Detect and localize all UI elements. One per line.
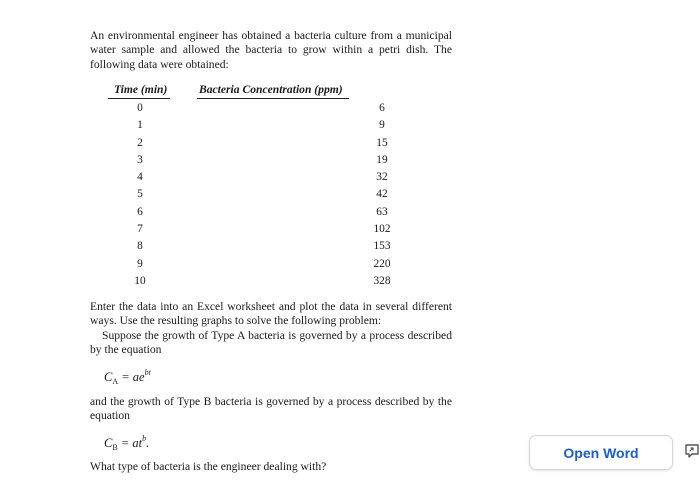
table-row	[108, 186, 388, 203]
time-cell: 5	[137, 188, 143, 201]
data-table-body	[108, 100, 391, 290]
table-row	[108, 273, 391, 290]
table-row	[108, 117, 385, 134]
concentration-cell: 15	[376, 136, 388, 149]
time-cell: 8	[137, 240, 143, 253]
time-cell: 3	[137, 153, 143, 166]
table-row	[108, 152, 388, 169]
concentration-cell: 63	[376, 205, 388, 218]
time-cell: 7	[137, 223, 143, 236]
table-row	[108, 204, 388, 221]
instructions-text: Enter the data into an Excel worksheet and plot the data in several different ways. Use the resulting graphs to solve the following problem:	[90, 300, 452, 328]
concentration-cell: 102	[373, 223, 391, 236]
table-row	[108, 238, 391, 255]
concentration-cell: 19	[376, 153, 388, 166]
concentration-cell: 6	[379, 102, 385, 114]
concentration-header-rule	[197, 98, 349, 99]
open-word-button[interactable]: Open Word	[529, 435, 673, 470]
time-header-rule	[108, 98, 170, 99]
table-row	[108, 135, 388, 152]
intro-paragraph: An environmental engineer has obtained a bacteria culture from a municipal water sample and allowed the bacteria to grow within a petri dish. The following data were obtained:	[90, 29, 452, 71]
concentration-cell: 9	[379, 119, 385, 132]
time-cell: 2	[137, 136, 143, 149]
concentration-cell: 153	[373, 240, 391, 253]
time-cell: 9	[137, 257, 143, 270]
time-cell: 10	[134, 274, 146, 287]
concentration-cell: 220	[373, 257, 391, 270]
concentration-cell: 32	[376, 171, 388, 184]
question-text: What type of bacteria is the engineer dealing with?	[90, 460, 327, 473]
table-row	[108, 221, 391, 238]
concentration-cell: 42	[376, 188, 388, 201]
equation-type-b: $C_B = at^b$.	[104, 434, 150, 452]
time-cell: 1	[137, 119, 143, 132]
table-row	[108, 100, 385, 117]
concentration-cell: 328	[373, 274, 391, 287]
type-b-paragraph: and the growth of Type B bacteria is governed by a process described by the equation	[90, 395, 452, 423]
data-table-header	[108, 80, 356, 98]
equation-type-a: $C_A = ae^{bt}$	[104, 368, 151, 386]
table-row	[108, 256, 391, 273]
time-column-header: Time (min)	[114, 83, 168, 96]
feedback-icon[interactable]	[683, 442, 700, 460]
concentration-column-header: Bacteria Concentration (ppm)	[199, 83, 343, 96]
table-row	[108, 169, 388, 186]
time-cell: 0	[137, 102, 143, 114]
suppose-text: Suppose the growth of Type A bacteria is governed by a process described by the equation	[90, 328, 452, 357]
instructions-paragraph	[90, 300, 452, 358]
time-cell: 4	[137, 171, 143, 184]
time-cell: 6	[137, 205, 143, 218]
